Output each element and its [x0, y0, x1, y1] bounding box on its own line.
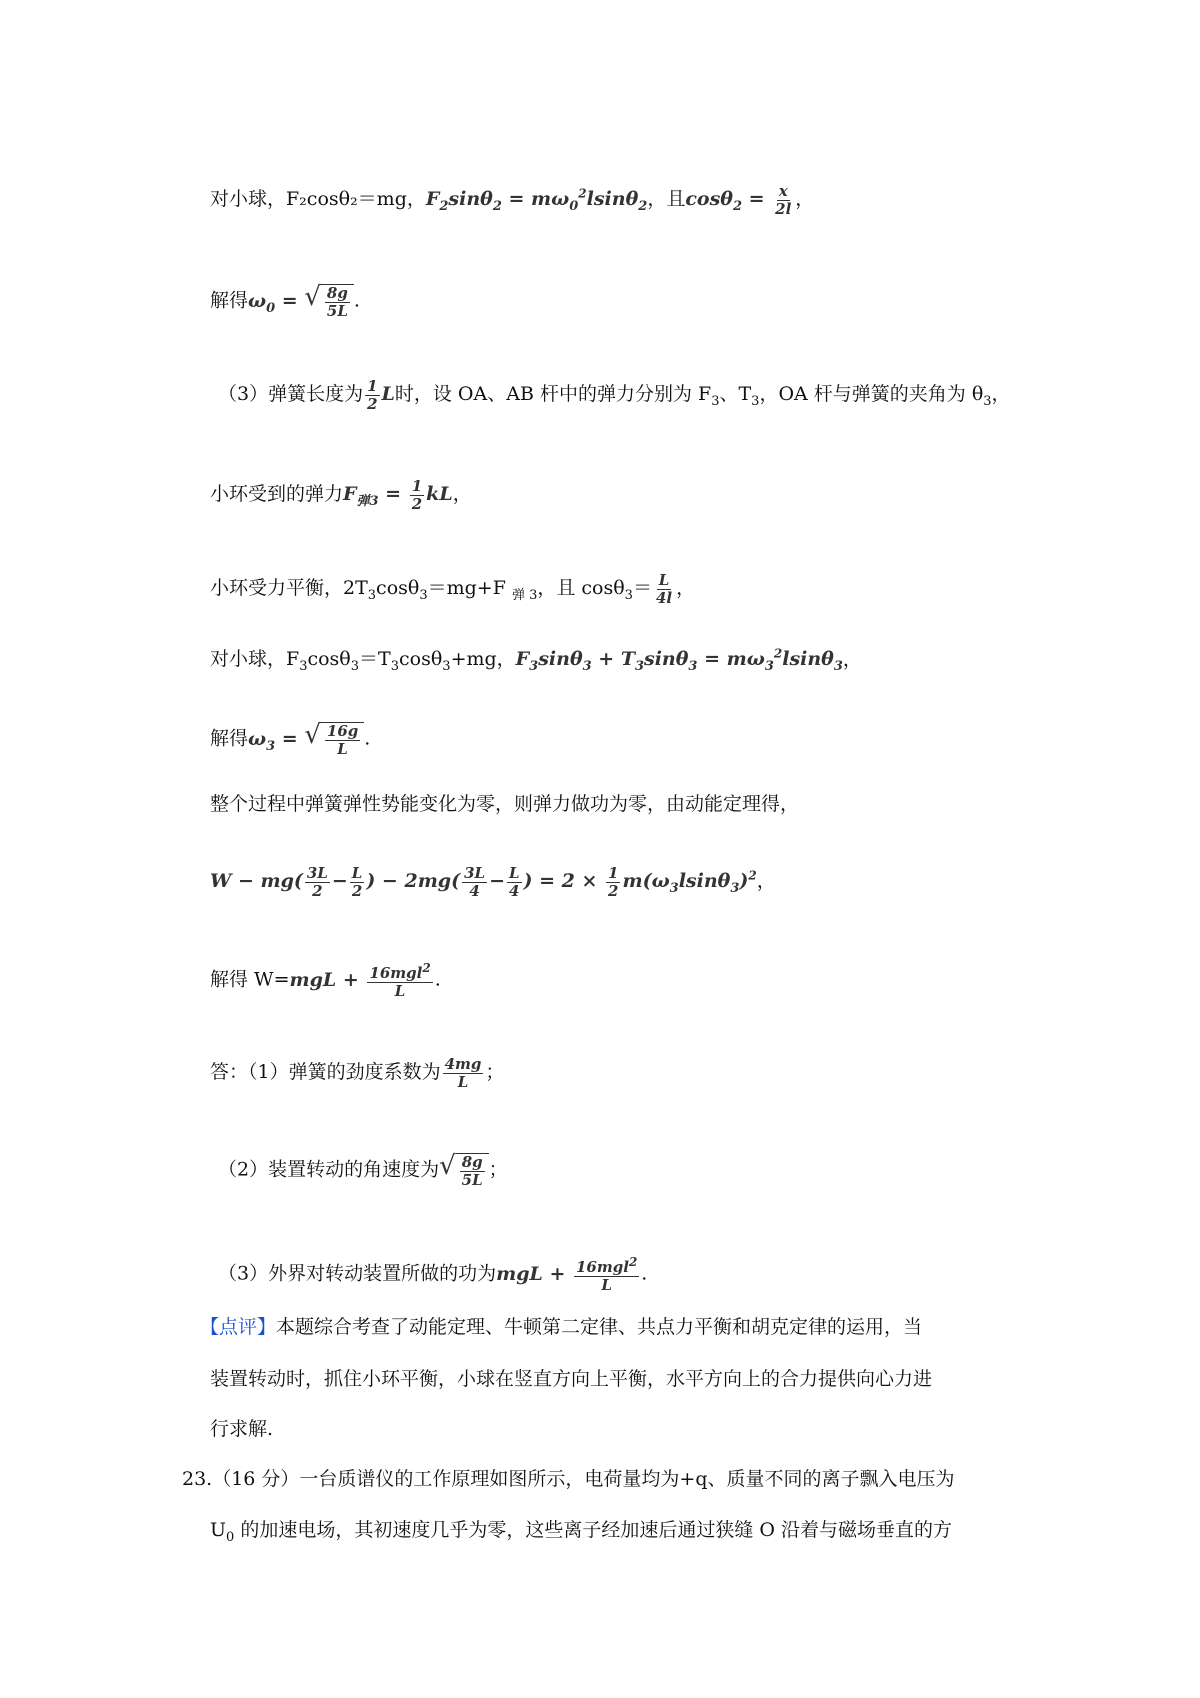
formula: $F_3\sin\theta_3 + T_3\sin\theta_3 = m\omega_3^2lsin\theta_3$	[515, 647, 843, 675]
comment-tag: 【点评】	[200, 1316, 277, 1338]
solution-line-7	[210, 722, 370, 757]
text: ；	[485, 1061, 505, 1083]
formula: $\omega_3$ = √ $\frac{16g}{L}$	[248, 728, 364, 750]
text: （2）装置转动的角速度为	[218, 1158, 440, 1181]
text: 本题综合考查了动能定理、牛顿第二定律、共点力平衡和胡克定律的运用，当	[276, 1316, 923, 1338]
formula: √ $\frac{8g}{5L}$	[439, 1159, 489, 1181]
text: ，	[842, 648, 862, 671]
solution-line-5	[210, 572, 695, 606]
answer-line-3	[218, 1256, 647, 1293]
text: ；	[488, 1158, 508, 1181]
solution-line-9	[210, 865, 776, 899]
text: 对小球，$F_3\cos\theta_3=T_3\cos\theta_3+mg$，	[210, 648, 516, 675]
text: ，	[676, 577, 696, 599]
text: （16 分）一台质谱仪的工作原理如图所示，电荷量均为+q、质量不同的离子飘入电压为	[212, 1468, 955, 1490]
question-number: 23.	[182, 1468, 213, 1490]
text: .	[434, 968, 441, 991]
text: ，	[452, 483, 472, 505]
text: 行求解.	[210, 1418, 274, 1440]
formula: $\frac{L}{4l}$	[655, 571, 673, 607]
text: ，	[795, 188, 815, 210]
question-23-line-1	[182, 1470, 955, 1489]
comment-line-2	[210, 1370, 932, 1389]
formula: $\omega_0$ = √ $\frac{8g}{5L}$	[248, 290, 354, 312]
text: 答：（1）弹簧的劲度系数为	[210, 1061, 441, 1083]
text: （3）外界对转动装置所做的功为	[218, 1262, 497, 1285]
formula: mgL + $\frac{16mgl^2}{L}$	[496, 1255, 638, 1294]
solution-line-3	[218, 378, 1011, 412]
text: 小环受到的弹力	[210, 483, 344, 505]
text: .	[353, 289, 360, 312]
text: ，	[756, 870, 776, 892]
solution-line-4	[210, 478, 472, 512]
comment-line-1	[200, 1318, 922, 1337]
comment-line-3	[210, 1420, 273, 1439]
solution-line-8	[210, 795, 799, 814]
formula: mgL + $\frac{16mgl^2}{L}$	[289, 961, 431, 1000]
text: 整个过程中弹簧弹性势能变化为零，则弹力做功为零，由动能定理得，	[210, 793, 800, 815]
text: .	[364, 727, 371, 750]
solution-line-6	[210, 648, 862, 673]
question-23-line-2	[210, 1521, 952, 1544]
text: （3）弹簧长度为	[218, 383, 364, 405]
solution-line-1	[210, 183, 814, 217]
text: 解得	[210, 727, 249, 750]
answer-line-2	[218, 1153, 508, 1188]
answer-line-1	[210, 1056, 504, 1090]
solution-line-2	[210, 284, 360, 319]
formula: cosθ$_2$ = $\frac{x}{2l}$	[685, 182, 792, 218]
text: $U_0$ 的加速电场，其初速度几乎为零，这些离子经加速后通过狭缝 O 沿着与磁场垂直的方	[210, 1519, 952, 1545]
text: ，且	[647, 188, 686, 210]
formula: W − mg( $\frac{3L}{2}$ − $\frac{L}{2}$ ) − 2mg( $\frac{3L}{4}$ − $\frac{L}{4}$ ) = 2 × $\frac{1}{2}$ $m(\omega_3lsin\theta_3)^2$	[210, 864, 757, 900]
text: 装置转动时，抓住小环平衡，小球在竖直方向上平衡，水平方向上的合力提供向心力进	[210, 1368, 933, 1390]
solution-line-10	[210, 962, 441, 999]
text: 对小球，F₂cosθ₂＝mg，	[210, 188, 426, 210]
text: 时，设 OA、AB 杆中的弹力分别为 $F_3$、$T_3$，OA 杆与弹簧的夹角为 $\theta_3$，	[394, 383, 1011, 409]
formula: $F_{弹3}$ = $\frac{1}{2}$ kL	[343, 477, 453, 513]
formula: $\frac{1}{2}$ L	[367, 377, 395, 413]
text: 小环受力平衡，$2T_3\cos\theta_3=mg+F$ $_{弹 3}$，且 cosθ$_3$＝	[210, 577, 652, 603]
text: .	[641, 1262, 648, 1285]
text: 解得 W=	[210, 968, 290, 991]
formula: $\frac{4mg}{L}$	[444, 1055, 482, 1091]
text: 解得	[210, 289, 249, 312]
formula: $F_2\sin\theta_2 = m\omega_0^2lsin\theta_2$	[425, 186, 648, 214]
